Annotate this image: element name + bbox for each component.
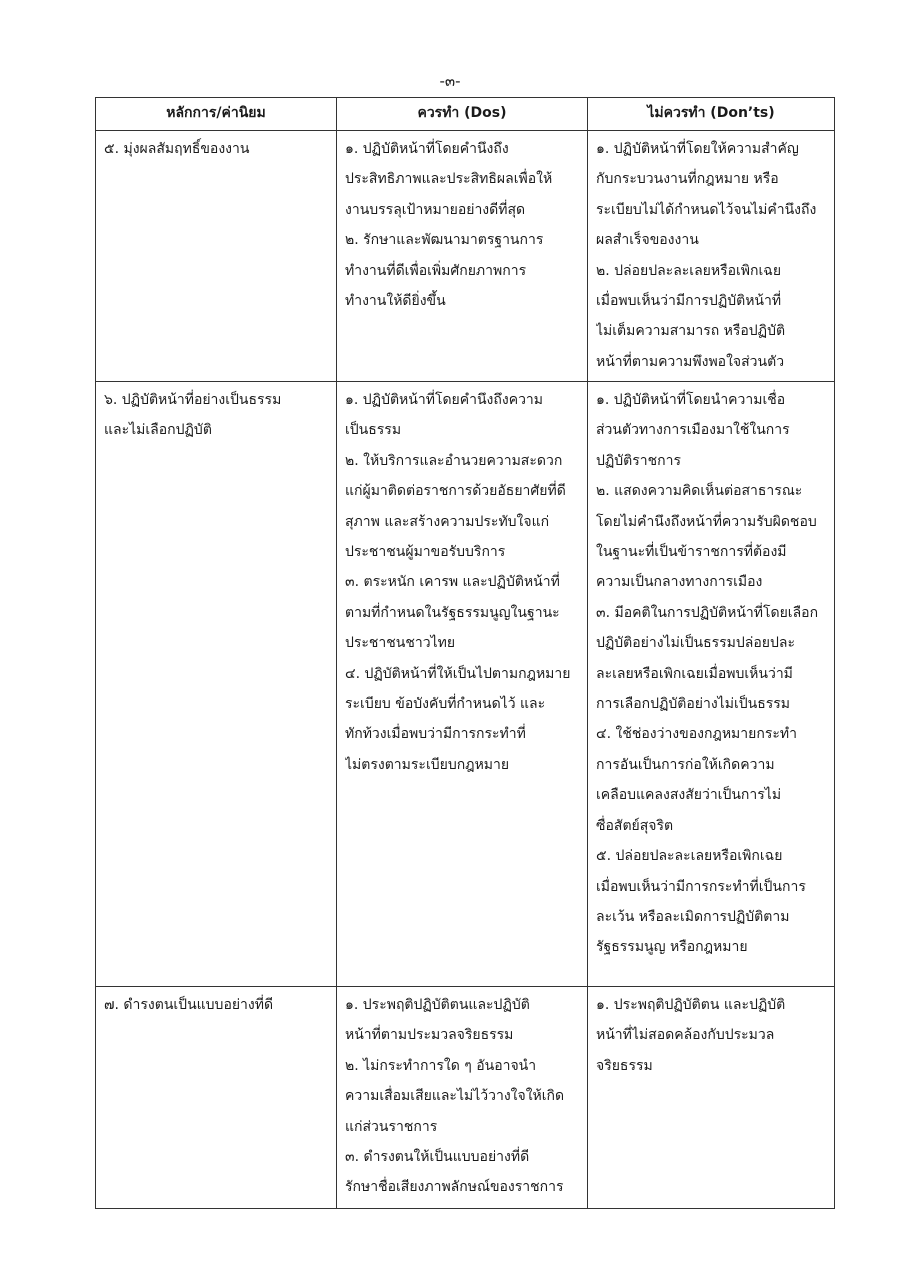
dos-line: ทักท้วงเมื่อพบว่ามีการกระทำที่ (345, 726, 526, 743)
dos-line: แก่ผู้มาติดต่อราชการด้วยอัธยาศัยที่ดี (345, 483, 566, 500)
donts-line: ปฏิบัติราชการ (596, 452, 682, 469)
donts-line: ไม่เต็มความสามารถ หรือปฏิบัติ (596, 323, 786, 340)
dos-line: สุภาพ และสร้างความประทับใจแก่ (345, 513, 550, 530)
table-row (96, 382, 835, 987)
principle-cell (96, 987, 337, 1209)
principle-line: และไม่เลือกปฏิบัติ (104, 422, 212, 439)
donts-line: ๒. ปล่อยปละละเลยหรือเพิกเฉย (596, 262, 782, 279)
header-dos: ควรทำ (Dos) (337, 98, 588, 131)
donts-line: ปฏิบัติอย่างไม่เป็นธรรมปล่อยปละ (596, 635, 795, 652)
dos-line: ทำงานให้ดียิ่งขึ้น (345, 293, 446, 310)
donts-line: ๑. ประพฤติปฏิบัติตน และปฏิบัติ (596, 997, 786, 1013)
donts-line: เคลือบแคลงสงสัยว่าเป็นการไม่ (596, 787, 782, 804)
donts-line: ๔. ใช้ช่องว่างของกฎหมายกระทำ (596, 726, 797, 743)
donts-line: ในฐานะที่เป็นข้าราชการที่ต้องมี (596, 544, 787, 561)
dos-line: เป็นธรรม (345, 422, 402, 439)
dos-line: ตามที่กำหนดในรัฐธรรมนูญในฐานะ (345, 604, 560, 621)
donts-line: การเลือกปฏิบัติอย่างไม่เป็นธรรม (596, 696, 791, 713)
dos-line: ประชาชนผู้มาขอรับบริการ (345, 544, 506, 561)
principle-cell (96, 382, 337, 987)
donts-line: การอันเป็นการก่อให้เกิดความ (596, 756, 775, 773)
principle-cell (96, 131, 337, 382)
donts-line: ๑. ปฏิบัติหน้าที่โดยให้ความสำคัญ (596, 141, 799, 157)
donts-line: ละเลยหรือเพิกเฉยเมื่อพบเห็นว่ามี (596, 665, 793, 682)
donts-line: ส่วนตัวทางการเมืองมาใช้ในการ (596, 422, 790, 439)
table-header-row (96, 98, 835, 131)
principle-line: ๗. ดำรงตนเป็นแบบอย่างที่ดี (104, 997, 274, 1013)
dos-line: แก่ส่วนราชการ (345, 1118, 438, 1135)
donts-cell (588, 382, 835, 987)
dos-line: ๓. ตระหนัก เคารพ และปฏิบัติหน้าที่ (345, 574, 560, 591)
donts-line: หน้าที่ไม่สอดคล้องกับประมวล (596, 1027, 775, 1044)
donts-line: หน้าที่ตามความพึงพอใจส่วนตัว (596, 353, 785, 370)
dos-line: ประชาชนชาวไทย (345, 635, 456, 652)
dos-cell (337, 382, 588, 987)
dos-cell (337, 131, 588, 382)
dos-cell (337, 987, 588, 1209)
donts-line: ๓. มีอคติในการปฏิบัติหน้าที่โดยเลือก (596, 604, 819, 621)
table-row (96, 131, 835, 382)
donts-line: เมื่อพบเห็นว่ามีการกระทำที่เป็นการ (596, 878, 806, 895)
dos-line: ๑. ประพฤติปฏิบัติตนและปฏิบัติ (345, 997, 530, 1013)
principle-line: ๖. ปฏิบัติหน้าที่อย่างเป็นธรรม (104, 392, 282, 408)
dos-line: งานบรรลุเป้าหมายอย่างดีที่สุด (345, 201, 526, 218)
donts-cell (588, 987, 835, 1209)
header-principle: หลักการ/ค่านิยม (96, 98, 337, 131)
header-donts: ไม่ควรทำ (Don’ts) (588, 98, 835, 131)
donts-line: รัฐธรรมนูญ หรือกฎหมาย (596, 939, 748, 956)
donts-line: กับกระบวนงานที่กฎหมาย หรือ (596, 171, 779, 188)
donts-line: ซื่อสัตย์สุจริต (596, 817, 674, 834)
dos-line: ๑. ปฏิบัติหน้าที่โดยคำนึงถึง (345, 141, 509, 157)
dos-line: ๒. ไม่กระทำการใด ๆ อันอาจนำ (345, 1057, 537, 1074)
dos-line: ๑. ปฏิบัติหน้าที่โดยคำนึงถึงความ (345, 392, 544, 408)
donts-line: เมื่อพบเห็นว่ามีการปฏิบัติหน้าที่ (596, 293, 782, 310)
dos-line: ไม่ตรงตามระเบียบกฎหมาย (345, 756, 510, 773)
donts-line: ระเบียบไม่ได้กำหนดไว้จนไม่คำนึงถึง (596, 201, 817, 218)
page-number: -๓- (439, 72, 461, 90)
donts-line: ๑. ปฏิบัติหน้าที่โดยนำความเชื่อ (596, 392, 786, 408)
dos-line: ๒. ให้บริการและอำนวยความสะดวก (345, 452, 563, 469)
donts-line: ละเว้น หรือละเมิดการปฏิบัติตาม (596, 908, 790, 925)
dos-line: ทำงานที่ดีเพื่อเพิ่มศักยภาพการ (345, 262, 527, 279)
dos-line: ระเบียบ ข้อบังคับที่กำหนดไว้ และ (345, 696, 546, 713)
donts-line: ๕. ปล่อยปละละเลยหรือเพิกเฉย (596, 848, 783, 865)
donts-cell (588, 131, 835, 382)
dos-line: ๔. ปฏิบัติหน้าที่ให้เป็นไปตามกฎหมาย (345, 665, 571, 682)
donts-line: ๒. แสดงความคิดเห็นต่อสาธารณะ (596, 483, 803, 500)
ethics-table (95, 97, 835, 1209)
donts-line: จริยธรรม (596, 1057, 653, 1074)
donts-line: ความเป็นกลางทางการเมือง (596, 574, 763, 591)
principle-line: ๕. มุ่งผลสัมฤทธิ์ของงาน (104, 141, 250, 157)
dos-line: ๒. รักษาและพัฒนามาตรฐานการ (345, 232, 544, 249)
donts-line: ผลสำเร็จของงาน (596, 232, 699, 249)
donts-line: โดยไม่คำนึงถึงหน้าที่ความรับผิดชอบ (596, 513, 817, 530)
dos-line: ประสิทธิภาพและประสิทธิผลเพื่อให้ (345, 171, 553, 188)
dos-line: หน้าที่ตามประมวลจริยธรรม (345, 1027, 514, 1044)
table-row (96, 987, 835, 1209)
dos-line: ความเสื่อมเสียและไม่ไว้วางใจให้เกิด (345, 1088, 565, 1105)
dos-line: ๓. ดำรงตนให้เป็นแบบอย่างที่ดี (345, 1149, 530, 1166)
dos-line: รักษาชื่อเสียงภาพลักษณ์ของราชการ (345, 1179, 564, 1196)
